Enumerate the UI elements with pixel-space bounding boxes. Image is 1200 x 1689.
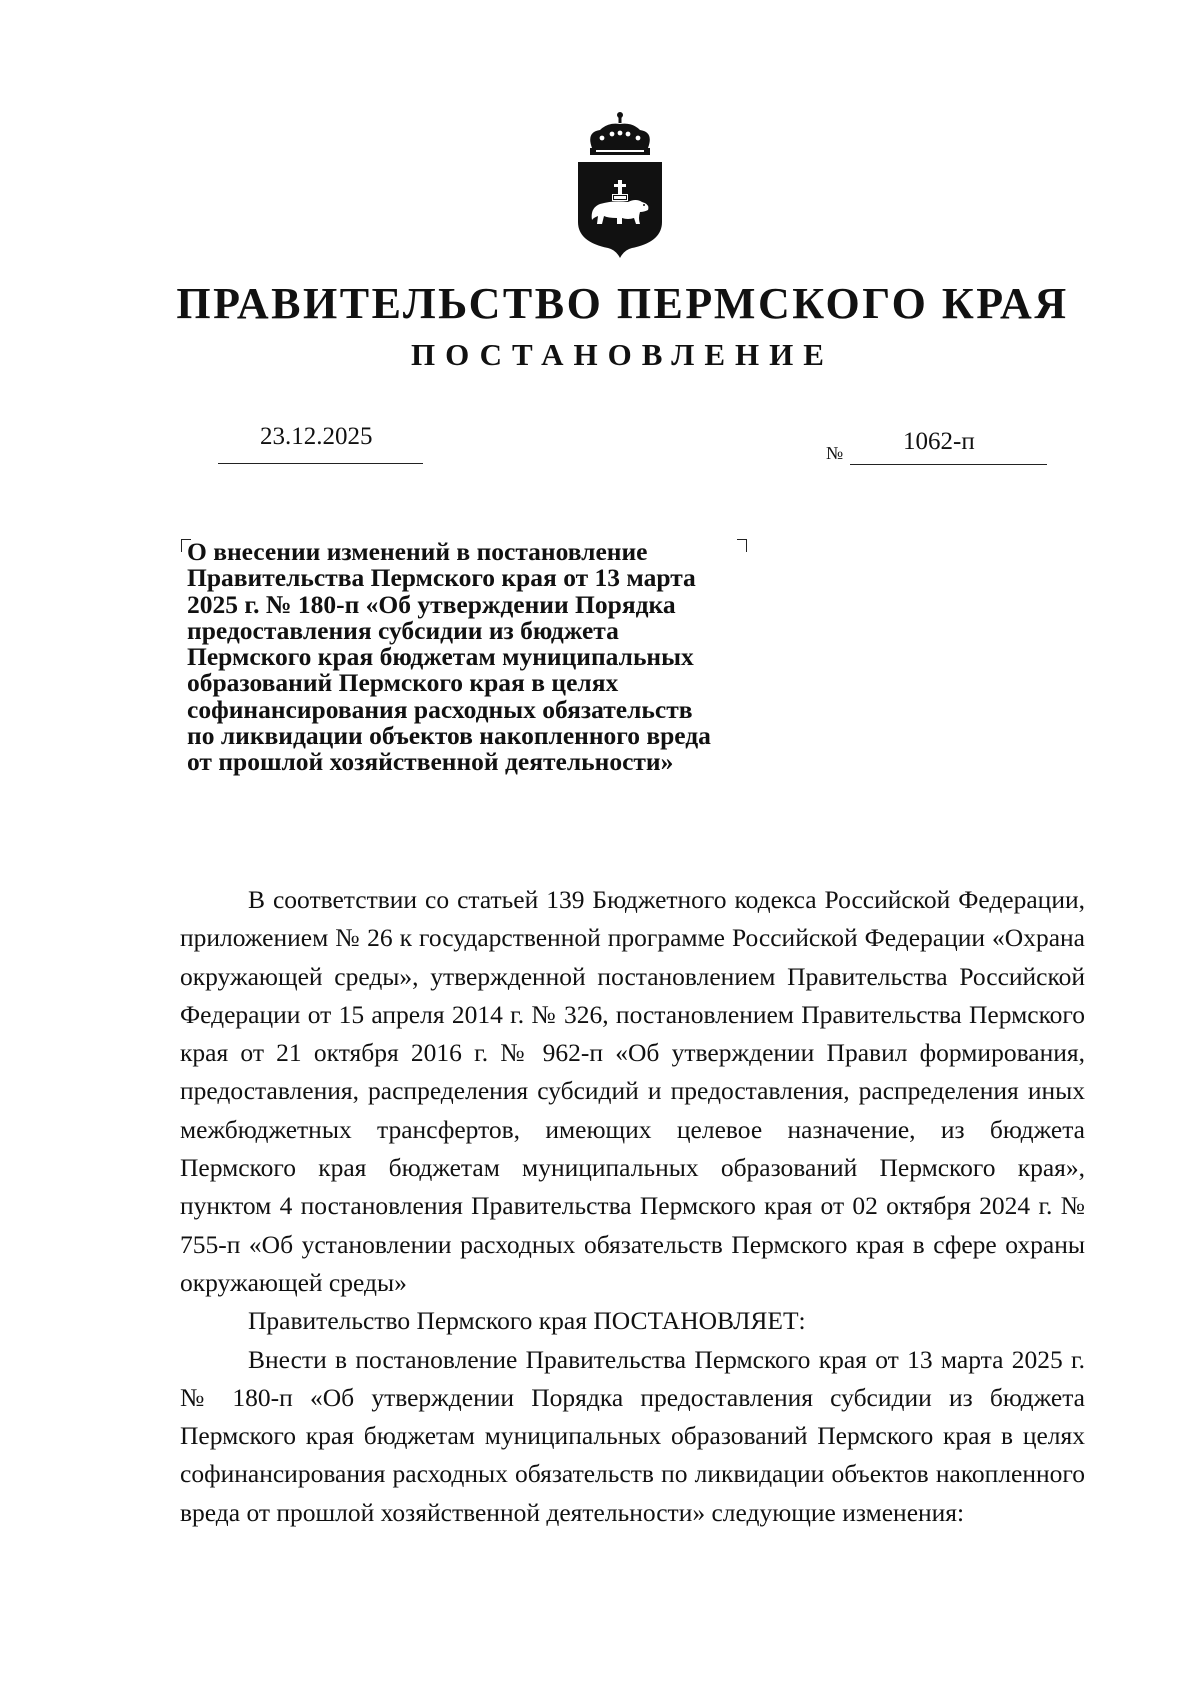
subject-line: О внесении изменений в постановление [187,537,648,566]
subject-line: предоставления субсидии из бюджета [187,615,619,645]
coat-of-arms-icon [570,110,670,260]
subject-line: образований Пермского края в целях [187,668,619,698]
document-type: ПОСТАНОВЛЕНИЕ [411,337,834,372]
date-field [218,419,423,464]
document-subject [187,539,787,776]
number-field [850,424,1047,465]
subject-line: от прошлой хозяйственной деятельности» [187,747,674,777]
subject-line: Пермского края бюджетам муниципальных [187,642,694,672]
crown-icon [590,112,650,155]
document-body [180,881,1085,1532]
subject-line: 2025 г. № 180-п «Об утверждении Порядка [187,589,676,619]
document-date: 23.12.2025 [260,423,373,450]
subject-line: софинансирования расходных обязательств [187,694,693,724]
number-sign: № [826,443,844,463]
body-paragraph-decree: Правительство Пермского края ПОСТАНОВЛЯЕТ: [248,1306,806,1336]
subject-line: по ликвидации объектов накопленного вреда [187,721,711,751]
body-paragraph-amendment: Внести в постановление Правительства Пермского края от 13 марта 2025 г. № 180-п «Об утверждении Порядка предоставления субсидии из бюджета Пермского края бюджетам муниципальных образований Пермского края в целях софинансирования расходных обязательств по ликвидации объектов накопленного вреда от прошлой хозяйственной деятельности» следующие изменения: [180,1344,1085,1527]
document-number: 1062-п [903,428,975,455]
subject-line: Правительства Пермского края от 13 марта [187,563,696,593]
body-paragraph-legal-basis: В соответствии со статьей 139 Бюджетного кодекса Российской Федерации, приложением № 26 к государственной программе Российской Федерации «Охрана окружающей среды», утвержденной постановлением Правительства Российской Федерации от 15 апреля 2014 г. № 326, постановлением Правительства Пермского края от 21 октября 2016 г. № 962-п «Об утверждении Правил формирования, предоставления, распределения субсидий и предоставления, распределения иных межбюджетных трансфертов, имеющих целевое назначение, из бюджета Пермского края бюджетам муниципальных образований Пермского края», пунктом 4 постановления Правительства Пермского края от 02 октября 2024 г. № 755-п «Об установлении расходных обязательств Пермского края в сфере охраны окружающей среды» [180,885,1085,1297]
government-title: ПРАВИТЕЛЬСТВО ПЕРМСКОГО КРАЯ [176,279,1069,328]
